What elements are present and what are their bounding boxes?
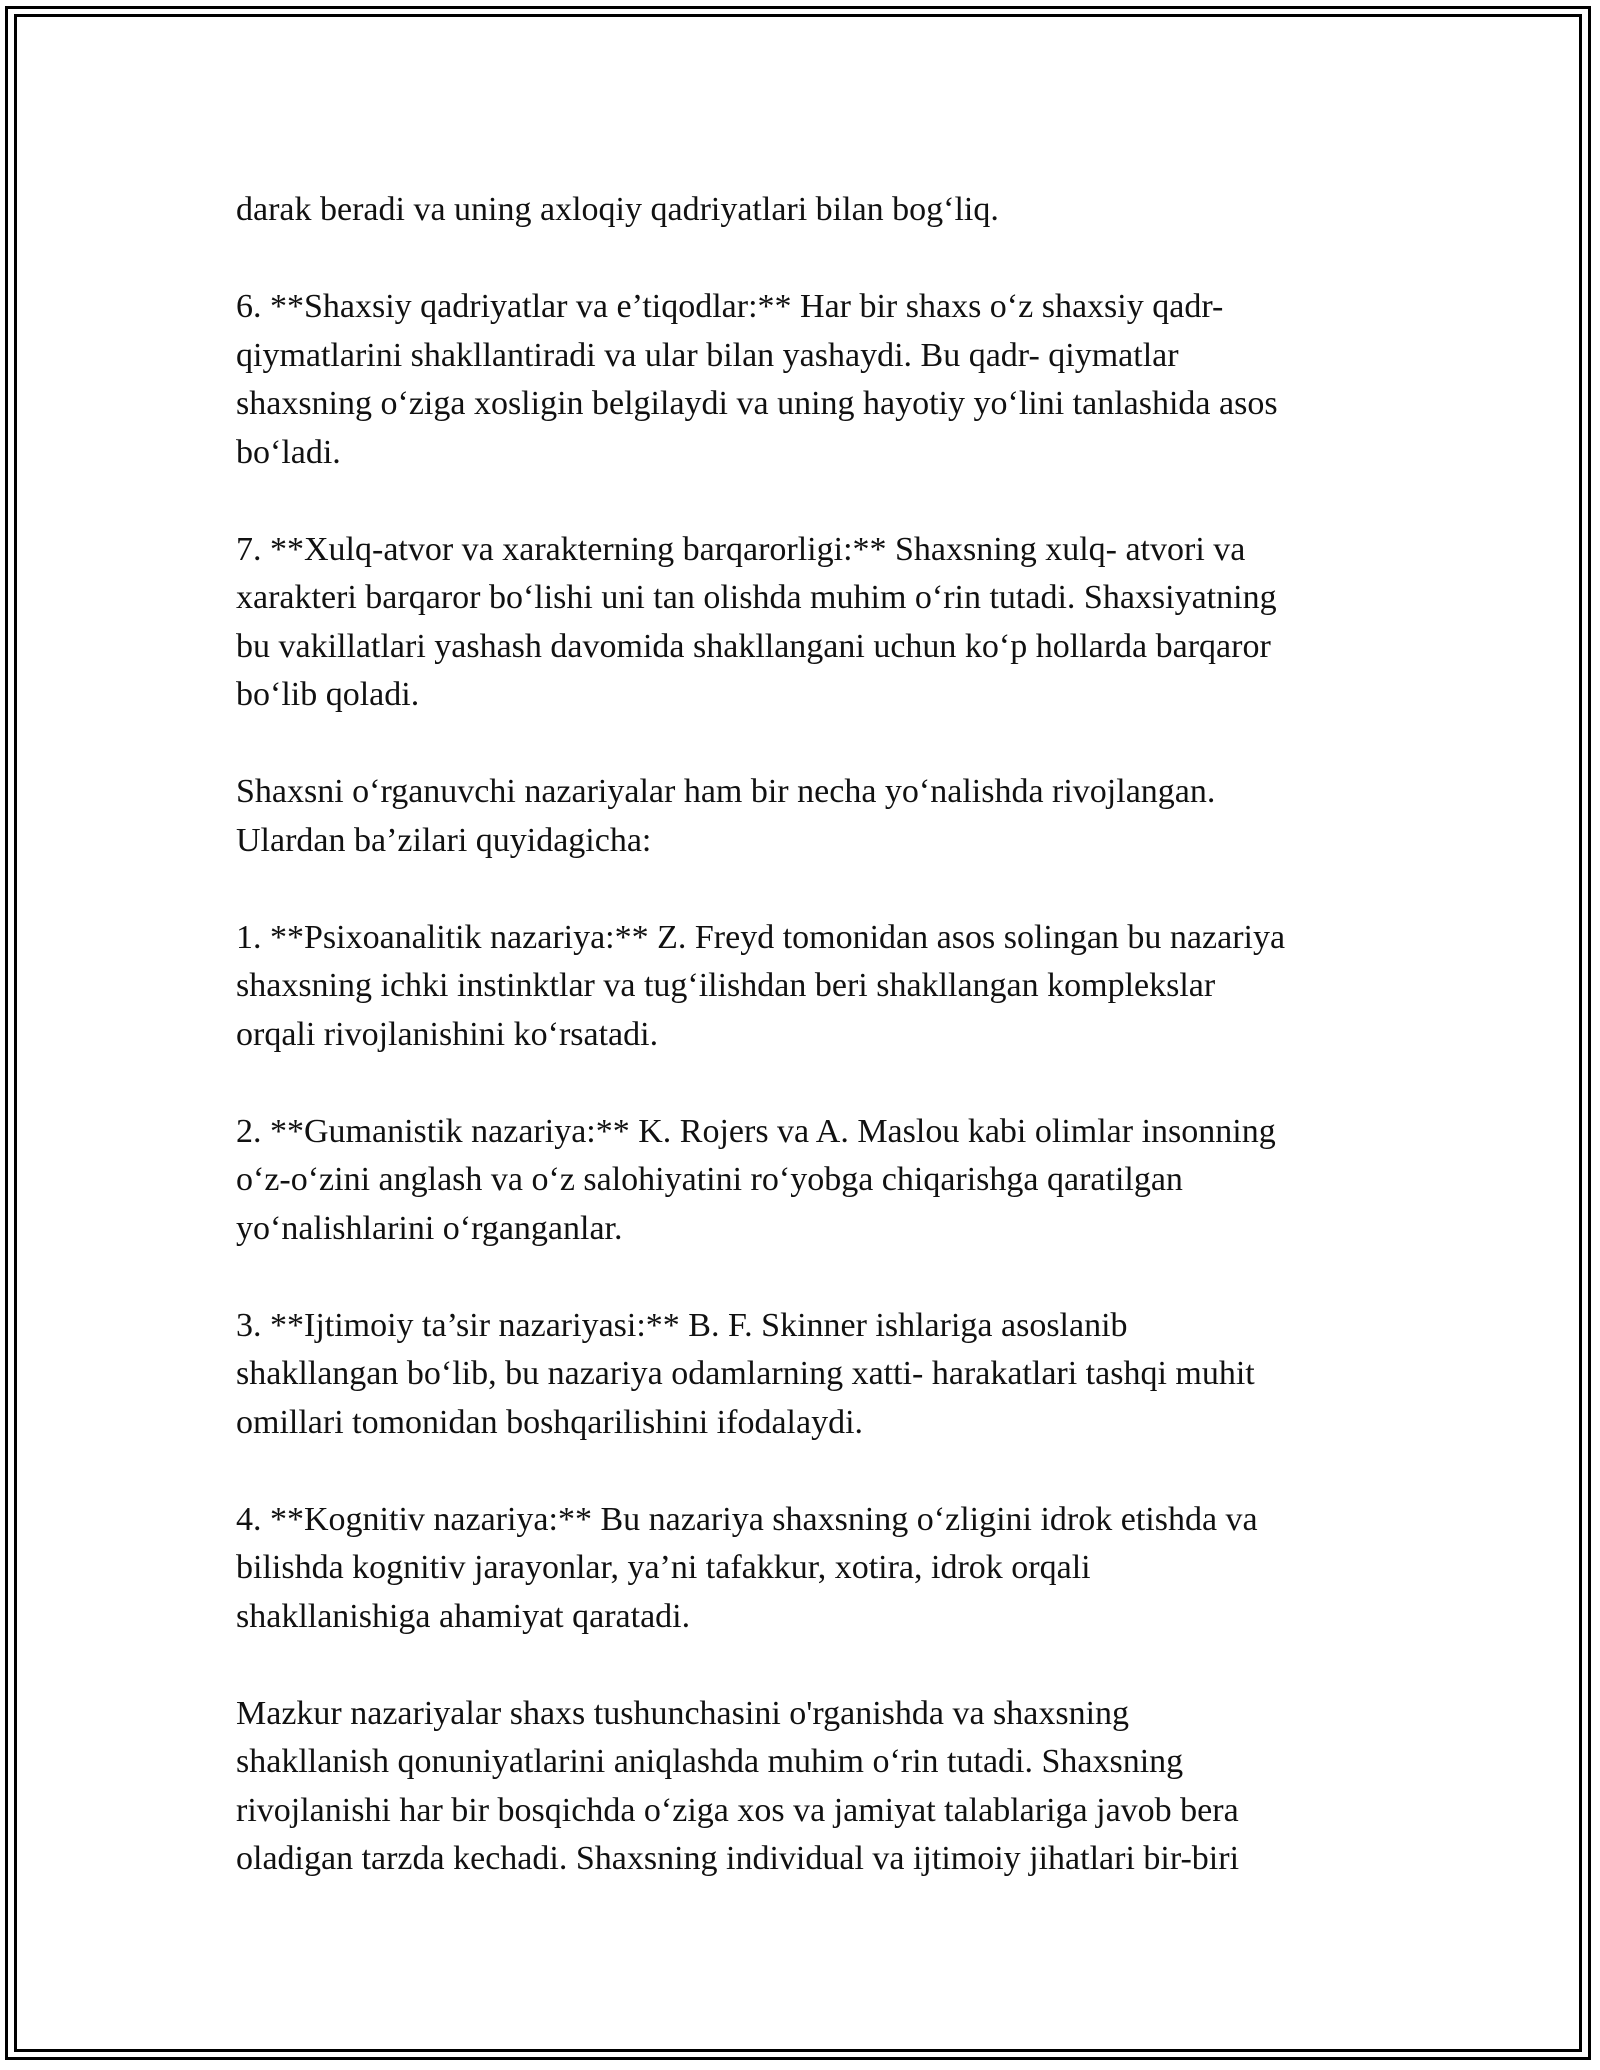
paragraph-conclusion: Mazkur nazariyalar shaxs tushunchasini o'rganishda va shaxsning shakllanish qonuniyatlarini aniqlashda muhim o‘rin tutadi. Shaxsning rivojlanishi har bir bosqichda o‘ziga xos va jamiyat talablariga javob bera oladigan tarzda kechadi. Shaxsning individual va ijtimoiy jihatlari bir-biri bbox=[236, 1694, 1240, 1877]
paragraph-theory-2: 2. **Gumanistik nazariya:** K. Rojers va A. Maslou kabi olimlar insonning o‘z-o‘zini anglash va o‘z salohiyatini ro‘yobga chiqarishga qaratilgan yo‘nalishlarini o‘rganganlar. bbox=[236, 1112, 1276, 1247]
paragraph-theory-4: 4. **Kognitiv nazariya:** Bu nazariya shaxsning o‘zligini idrok etishda va bilishda kognitiv jarayonlar, ya’ni tafakkur, xotira, idrok orqali shakllanishiga ahamiyat qaratadi. bbox=[236, 1500, 1258, 1635]
document-body bbox=[236, 186, 1416, 1884]
paragraph-item-6: 6. **Shaxsiy qadriyatlar va e’tiqodlar:** Har bir shaxs o‘z shaxsiy qadr- qiymatlarini shakllantiradi va ular bilan yashaydi. Bu qadr- qiymatlar shaxsning o‘ziga xosligin belgilaydi va uning hayotiy yo‘lini tanlashida asos bo‘ladi. bbox=[236, 288, 1278, 471]
paragraph-theory-3: 3. **Ijtimoiy ta’sir nazariyasi:** B. F. Skinner ishlariga asoslanib shakllangan bo‘lib, bu nazariya odamlarning xatti- harakatlari tashqi muhit omillari tomonidan boshqarilishini ifodalaydi. bbox=[236, 1306, 1255, 1441]
paragraph-theories-intro: Shaxsni o‘rganuvchi nazariyalar ham bir necha yo‘nalishda rivojlangan. Ulardan ba’zilari quyidagicha: bbox=[236, 773, 1216, 859]
paragraph-continuation: darak beradi va uning axloqiy qadriyatlari bilan bog‘liq. bbox=[236, 191, 999, 228]
paragraph-item-7: 7. **Xulq-atvor va xarakterning barqarorligi:** Shaxsning xulq- atvori va xarakteri barqaror bo‘lishi uni tan olishda muhim o‘rin tutadi. Shaxsiyatning bu vakillatlari yashash davomida shakllangani uchun ko‘p hollarda barqaror bo‘lib qoladi. bbox=[236, 530, 1277, 713]
paragraph-theory-1: 1. **Psixoanalitik nazariya:** Z. Freyd tomonidan asos solingan bu nazariya shaxsning ichki instinktlar va tug‘ilishdan beri shakllangan komplekslar orqali rivojlanishini ko‘rsatadi. bbox=[236, 918, 1286, 1053]
